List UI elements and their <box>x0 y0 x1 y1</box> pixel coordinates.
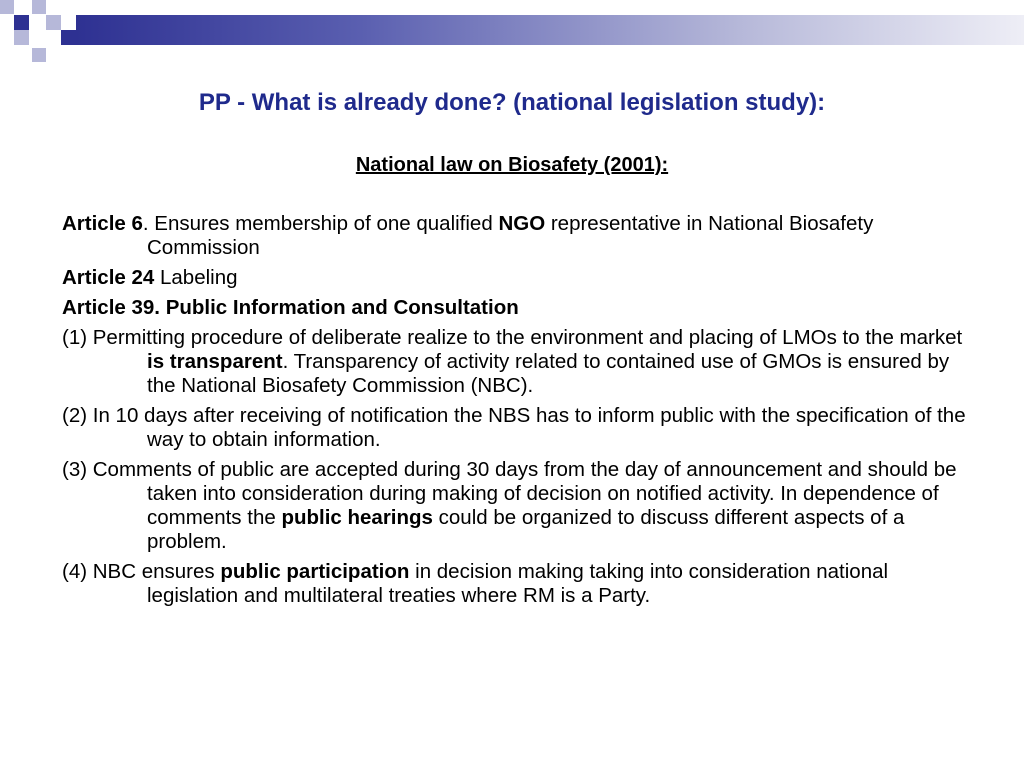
text: (4) NBC ensures <box>62 560 221 583</box>
text: (3) Comments of public are accepted during 30 days from the day of announcement and should be taken into consideration during making of decision on notified activity. In dependence of comments the <box>62 458 957 529</box>
paragraph-item-4 <box>62 560 967 608</box>
bold-text: Article 24 <box>62 266 155 289</box>
bold-text: NGO <box>498 212 546 235</box>
deco-square <box>14 30 29 45</box>
text: Labeling <box>154 266 238 289</box>
deco-square <box>32 0 46 14</box>
deco-square <box>14 15 29 30</box>
deco-square <box>0 0 14 14</box>
bold-text: is transparent <box>147 350 283 373</box>
text: could be organized to discuss different aspects of a problem. <box>147 506 905 553</box>
slide-title: PP - What is already done? (national legislation study): <box>198 89 826 116</box>
deco-square <box>61 30 76 45</box>
bold-text: Article 39. Public Information and Consultation <box>62 296 519 319</box>
paragraph-article-24 <box>62 266 967 290</box>
bold-text: public participation <box>220 560 410 583</box>
header-gradient-bar <box>76 15 1024 45</box>
text: representative in National Biosafety Commission <box>147 212 874 259</box>
paragraph-article-39 <box>62 296 967 320</box>
text: (2) In 10 days after receiving of notification the NBS has to inform public with the specification of the way to obtain information. <box>62 404 966 451</box>
paragraph-item-2 <box>62 404 967 452</box>
paragraph-article-6 <box>62 212 967 260</box>
text: in decision making taking into consideration national legislation and multilateral treaties where RM is a Party. <box>147 560 889 607</box>
bold-text: public hearings <box>281 506 433 529</box>
deco-square <box>32 30 46 45</box>
slide-subtitle: National law on Biosafety (2001): <box>355 154 669 176</box>
text: . Transparency of activity related to contained use of GMOs is ensured by the National Biosafety Commission (NBC). <box>147 350 950 397</box>
text: . Ensures membership of one qualified <box>142 212 499 235</box>
deco-square <box>46 15 61 30</box>
deco-square <box>32 48 46 62</box>
paragraph-item-3 <box>62 458 967 554</box>
text: (1) Permitting procedure of deliberate realize to the environment and placing of LMOs to the market <box>62 326 963 349</box>
paragraph-item-1 <box>62 326 967 398</box>
bold-text: Article 6 <box>62 212 143 235</box>
slide-body <box>62 212 967 614</box>
